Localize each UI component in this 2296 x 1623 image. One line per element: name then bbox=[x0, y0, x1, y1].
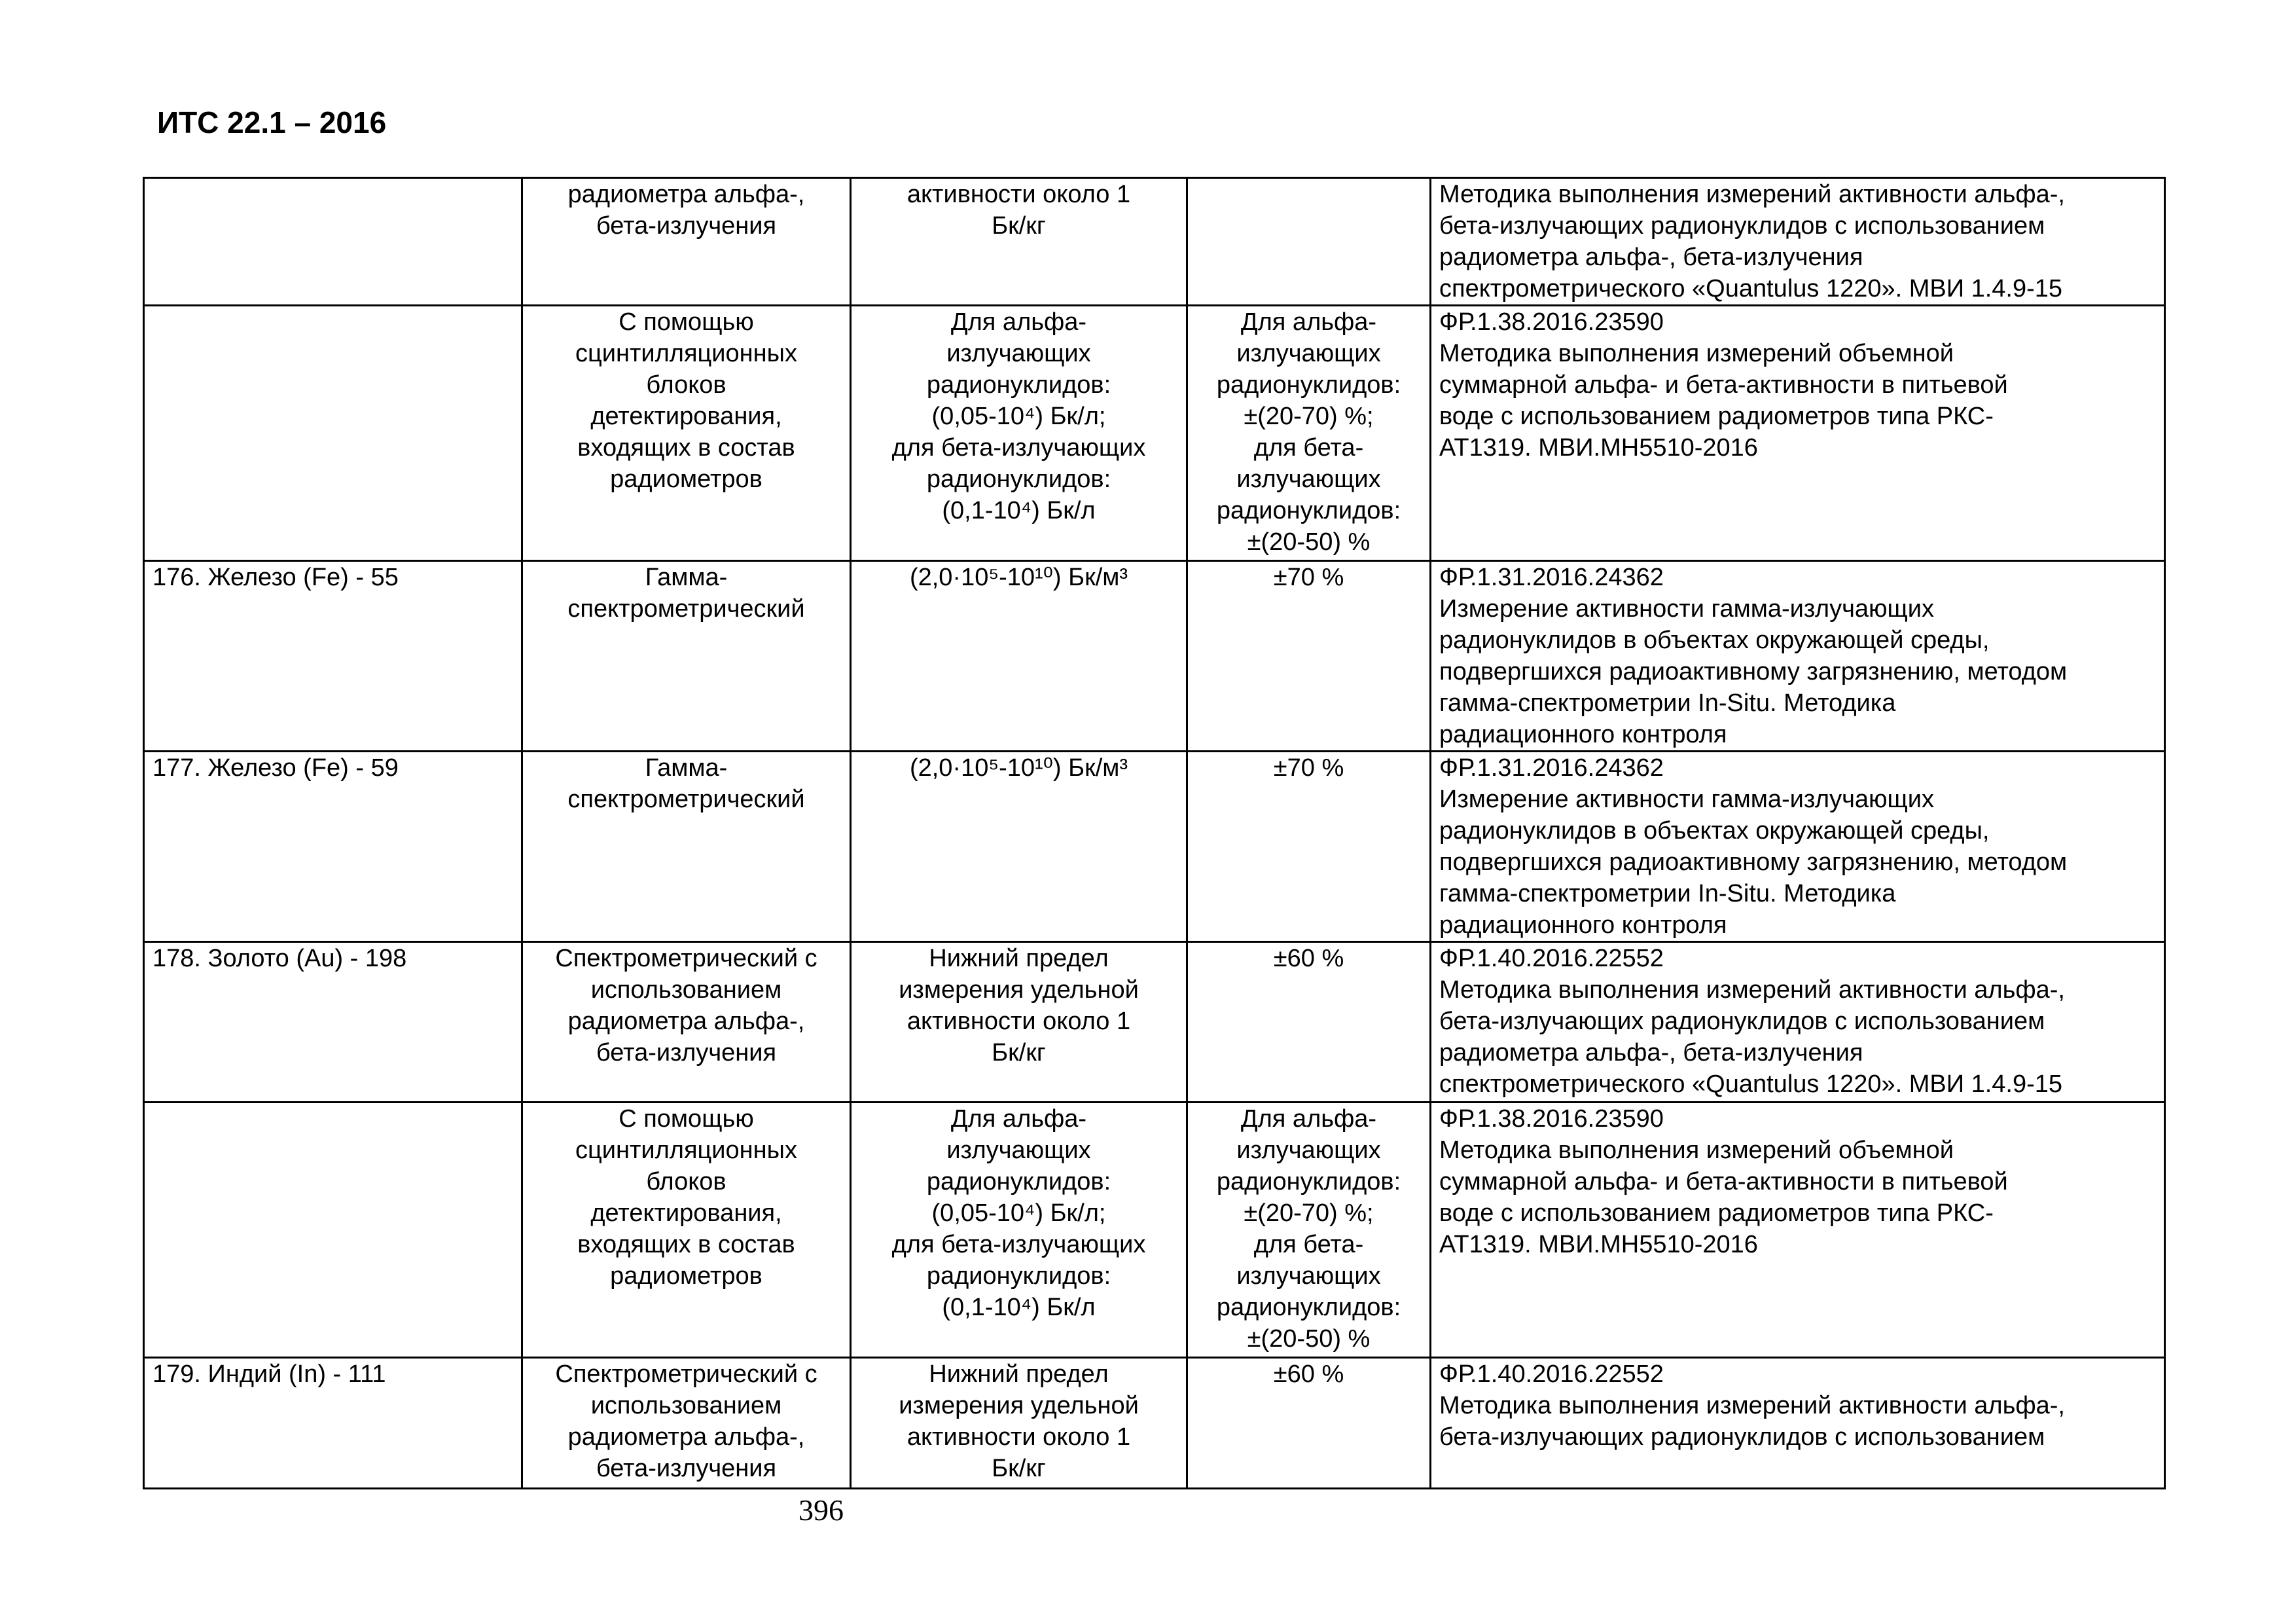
cell-line: ±60 % bbox=[1273, 945, 1344, 972]
range-cell bbox=[851, 178, 1187, 306]
cell-line: спектрометрический bbox=[567, 595, 805, 623]
cell-line: Для альфа- bbox=[950, 308, 1087, 336]
cell-line: Для альфа- bbox=[1240, 1105, 1377, 1133]
nuclide-cell bbox=[144, 942, 522, 1103]
cell-line: суммарной альфа- и бета-активности в питьевой bbox=[1439, 371, 2008, 399]
cell-line: входящих в состав bbox=[577, 434, 795, 462]
cell-line: Спектрометрический с bbox=[555, 1360, 817, 1388]
cell-line: воде с использованием радиометров типа РКС- bbox=[1439, 403, 1994, 430]
cell-line: радиометров bbox=[610, 1262, 762, 1290]
cell-line: активности около 1 bbox=[906, 1008, 1131, 1035]
cell-line: ±(20-70) %; bbox=[1244, 403, 1374, 430]
range-cell bbox=[851, 752, 1187, 942]
cell-line: ±(20-50) % bbox=[1247, 1325, 1371, 1353]
table-row bbox=[144, 561, 2165, 752]
range-cell bbox=[851, 942, 1187, 1103]
accuracy-cell bbox=[1187, 1358, 1431, 1489]
cell-line: Бк/кг bbox=[992, 1455, 1046, 1482]
cell-line: радионуклидов: bbox=[926, 465, 1111, 493]
document-cell bbox=[1431, 942, 2165, 1103]
cell-line: радионуклидов: bbox=[926, 1168, 1111, 1195]
document-cell bbox=[1431, 306, 2165, 561]
document-cell bbox=[1431, 561, 2165, 752]
range-cell bbox=[851, 1358, 1187, 1489]
cell-line: излучающих bbox=[946, 1137, 1091, 1164]
accuracy-cell bbox=[1187, 1103, 1431, 1358]
document-cell bbox=[1431, 1358, 2165, 1489]
cell-line: радиометров bbox=[610, 465, 762, 493]
cell-line: радионуклидов в объектах окружающей среды, bbox=[1439, 627, 1990, 654]
method-cell bbox=[522, 1358, 851, 1489]
cell-line: ±(20-50) % bbox=[1247, 528, 1371, 556]
cell-line: ФР.1.38.2016.23590 bbox=[1439, 1105, 1664, 1133]
cell-line: радионуклидов: bbox=[926, 371, 1111, 399]
cell-line: ФР.1.40.2016.22552 bbox=[1439, 1360, 1664, 1388]
range-cell bbox=[851, 306, 1187, 561]
table-row bbox=[144, 942, 2165, 1103]
cell-line: гамма-спектрометрии In-Situ. Методика bbox=[1439, 689, 1896, 717]
cell-line: блоков bbox=[646, 371, 726, 399]
cell-line: для бета-излучающих bbox=[891, 434, 1146, 462]
cell-line: Для альфа- bbox=[1240, 308, 1377, 336]
cell-line: (0,1-10⁴) Бк/л bbox=[942, 497, 1096, 524]
accuracy-cell bbox=[1187, 752, 1431, 942]
cell-line: для бета-излучающих bbox=[891, 1231, 1146, 1258]
cell-line: ±(20-70) %; bbox=[1244, 1199, 1374, 1227]
cell-line: Для альфа- bbox=[950, 1105, 1087, 1133]
cell-line: излучающих bbox=[1236, 1137, 1381, 1164]
method-cell bbox=[522, 561, 851, 752]
cell-line: использованием bbox=[590, 1392, 782, 1419]
cell-line: Методика выполнения измерений активности альфа-, bbox=[1439, 1392, 2065, 1419]
cell-line: бета-излучения bbox=[596, 212, 777, 240]
nuclide-cell bbox=[144, 1358, 522, 1489]
cell-line: 179. Индий (In) - 111 bbox=[152, 1360, 386, 1388]
cell-line: излучающих bbox=[1236, 1262, 1381, 1290]
document-header: ИТС 22.1 – 2016 bbox=[157, 105, 387, 139]
cell-line: Измерение активности гамма-излучающих bbox=[1439, 595, 1934, 623]
cell-line: суммарной альфа- и бета-активности в питьевой bbox=[1439, 1168, 2008, 1195]
table-row bbox=[144, 178, 2165, 306]
cell-line: Нижний предел bbox=[929, 945, 1109, 972]
cell-line: спектрометрического «Quantulus 1220». МВИ 1.4.9-15 bbox=[1439, 1070, 2063, 1098]
cell-line: для бета- bbox=[1253, 434, 1364, 462]
cell-line: спектрометрического «Quantulus 1220». МВИ 1.4.9-15 bbox=[1439, 275, 2063, 302]
cell-line: сцинтилляционных bbox=[575, 340, 797, 367]
nuclide-cell bbox=[144, 752, 522, 942]
cell-line: (0,05-10⁴) Бк/л; bbox=[931, 1199, 1106, 1227]
cell-line: АТ1319. МВИ.МН5510-2016 bbox=[1439, 434, 1758, 462]
cell-line: радионуклидов: bbox=[926, 1262, 1111, 1290]
method-cell bbox=[522, 306, 851, 561]
cell-line: Гамма- bbox=[645, 564, 728, 591]
cell-line: Спектрометрический с bbox=[555, 945, 817, 972]
cell-line: бета-излучающих радионуклидов с использованием bbox=[1439, 1423, 2045, 1451]
cell-line: измерения удельной bbox=[899, 1392, 1139, 1419]
cell-line: ФР.1.31.2016.24362 bbox=[1439, 754, 1664, 782]
cell-line: ФР.1.31.2016.24362 bbox=[1439, 564, 1664, 591]
cell-line: ±70 % bbox=[1273, 564, 1344, 591]
accuracy-cell bbox=[1187, 942, 1431, 1103]
cell-line: радиометра альфа-, bbox=[567, 181, 805, 208]
cell-line: излучающих bbox=[1236, 340, 1381, 367]
range-cell bbox=[851, 561, 1187, 752]
cell-line: 176. Железо (Fe) - 55 bbox=[152, 564, 399, 591]
cell-line: Нижний предел bbox=[929, 1360, 1109, 1388]
page-number: 396 bbox=[798, 1493, 844, 1527]
cell-line: С помощью bbox=[619, 308, 754, 336]
cell-line: радиационного контроля bbox=[1439, 911, 1727, 939]
cell-line: блоков bbox=[646, 1168, 726, 1195]
cell-line: бета-излучения bbox=[596, 1455, 777, 1482]
cell-line: Методика выполнения измерений активности альфа-, bbox=[1439, 181, 2065, 208]
cell-line: ±70 % bbox=[1273, 754, 1344, 782]
cell-line: Бк/кг bbox=[992, 212, 1046, 240]
cell-line: радиометра альфа-, бета-излучения bbox=[1439, 244, 1863, 271]
cell-line: подвергшихся радиоактивному загрязнению, методом bbox=[1439, 658, 2068, 685]
nuclide-cell bbox=[144, 1103, 522, 1358]
cell-line: спектрометрический bbox=[567, 786, 805, 813]
cell-line: (0,1-10⁴) Бк/л bbox=[942, 1294, 1096, 1321]
accuracy-cell bbox=[1187, 561, 1431, 752]
cell-line: Методика выполнения измерений объемной bbox=[1439, 340, 1954, 367]
document-cell bbox=[1431, 752, 2165, 942]
cell-line: Измерение активности гамма-излучающих bbox=[1439, 786, 1934, 813]
cell-line: воде с использованием радиометров типа РКС- bbox=[1439, 1199, 1994, 1227]
cell-line: радиометра альфа-, bbox=[567, 1423, 805, 1451]
table-row bbox=[144, 306, 2165, 561]
cell-line: АТ1319. МВИ.МН5510-2016 bbox=[1439, 1231, 1758, 1258]
cell-line: радионуклидов: bbox=[1216, 497, 1401, 524]
cell-line: (2,0·10⁵-10¹⁰) Бк/м³ bbox=[909, 564, 1128, 591]
cell-line: бета-излучающих радионуклидов с использованием bbox=[1439, 212, 2045, 240]
cell-line: Методика выполнения измерений активности альфа-, bbox=[1439, 976, 2065, 1004]
document-cell bbox=[1431, 178, 2165, 306]
method-cell bbox=[522, 942, 851, 1103]
cell-line: радиационного контроля bbox=[1439, 721, 1727, 748]
cell-line: детектирования, bbox=[590, 403, 782, 430]
cell-line: ±60 % bbox=[1273, 1360, 1344, 1388]
document-cell bbox=[1431, 1103, 2165, 1358]
cell-line: радиометра альфа-, бета-излучения bbox=[1439, 1039, 1863, 1067]
cell-line: излучающих bbox=[1236, 465, 1381, 493]
cell-line: детектирования, bbox=[590, 1199, 782, 1227]
cell-line: радионуклидов: bbox=[1216, 1168, 1401, 1195]
radionuclide-methods-table bbox=[143, 177, 2166, 1489]
cell-line: (0,05-10⁴) Бк/л; bbox=[931, 403, 1106, 430]
cell-line: 177. Железо (Fe) - 59 bbox=[152, 754, 399, 782]
cell-line: радиометра альфа-, bbox=[567, 1008, 805, 1035]
cell-line: измерения удельной bbox=[899, 976, 1139, 1004]
nuclide-cell bbox=[144, 178, 522, 306]
cell-line: активности около 1 bbox=[906, 1423, 1131, 1451]
cell-line: радионуклидов: bbox=[1216, 371, 1401, 399]
cell-line: бета-излучения bbox=[596, 1039, 777, 1067]
cell-line: ФР.1.40.2016.22552 bbox=[1439, 945, 1664, 972]
range-cell bbox=[851, 1103, 1187, 1358]
cell-line: излучающих bbox=[946, 340, 1091, 367]
method-cell bbox=[522, 752, 851, 942]
cell-line: ФР.1.38.2016.23590 bbox=[1439, 308, 1664, 336]
cell-line: активности около 1 bbox=[906, 181, 1131, 208]
cell-line: 178. Золото (Au) - 198 bbox=[152, 945, 407, 972]
table-row bbox=[144, 1358, 2165, 1489]
cell-line: (2,0·10⁵-10¹⁰) Бк/м³ bbox=[909, 754, 1128, 782]
method-cell bbox=[522, 178, 851, 306]
cell-line: радионуклидов в объектах окружающей среды, bbox=[1439, 817, 1990, 845]
accuracy-cell bbox=[1187, 178, 1431, 306]
cell-line: использованием bbox=[590, 976, 782, 1004]
cell-line: сцинтилляционных bbox=[575, 1137, 797, 1164]
method-cell bbox=[522, 1103, 851, 1358]
table-row bbox=[144, 752, 2165, 942]
cell-line: бета-излучающих радионуклидов с использованием bbox=[1439, 1008, 2045, 1035]
accuracy-cell bbox=[1187, 306, 1431, 561]
cell-line: для бета- bbox=[1253, 1231, 1364, 1258]
table-row bbox=[144, 1103, 2165, 1358]
cell-line: подвергшихся радиоактивному загрязнению, методом bbox=[1439, 848, 2068, 876]
cell-line: гамма-спектрометрии In-Situ. Методика bbox=[1439, 880, 1896, 907]
cell-line: Гамма- bbox=[645, 754, 728, 782]
cell-line: Бк/кг bbox=[992, 1039, 1046, 1067]
nuclide-cell bbox=[144, 561, 522, 752]
cell-line: Методика выполнения измерений объемной bbox=[1439, 1137, 1954, 1164]
cell-line: входящих в состав bbox=[577, 1231, 795, 1258]
cell-line: радионуклидов: bbox=[1216, 1294, 1401, 1321]
cell-line: С помощью bbox=[619, 1105, 754, 1133]
nuclide-cell bbox=[144, 306, 522, 561]
